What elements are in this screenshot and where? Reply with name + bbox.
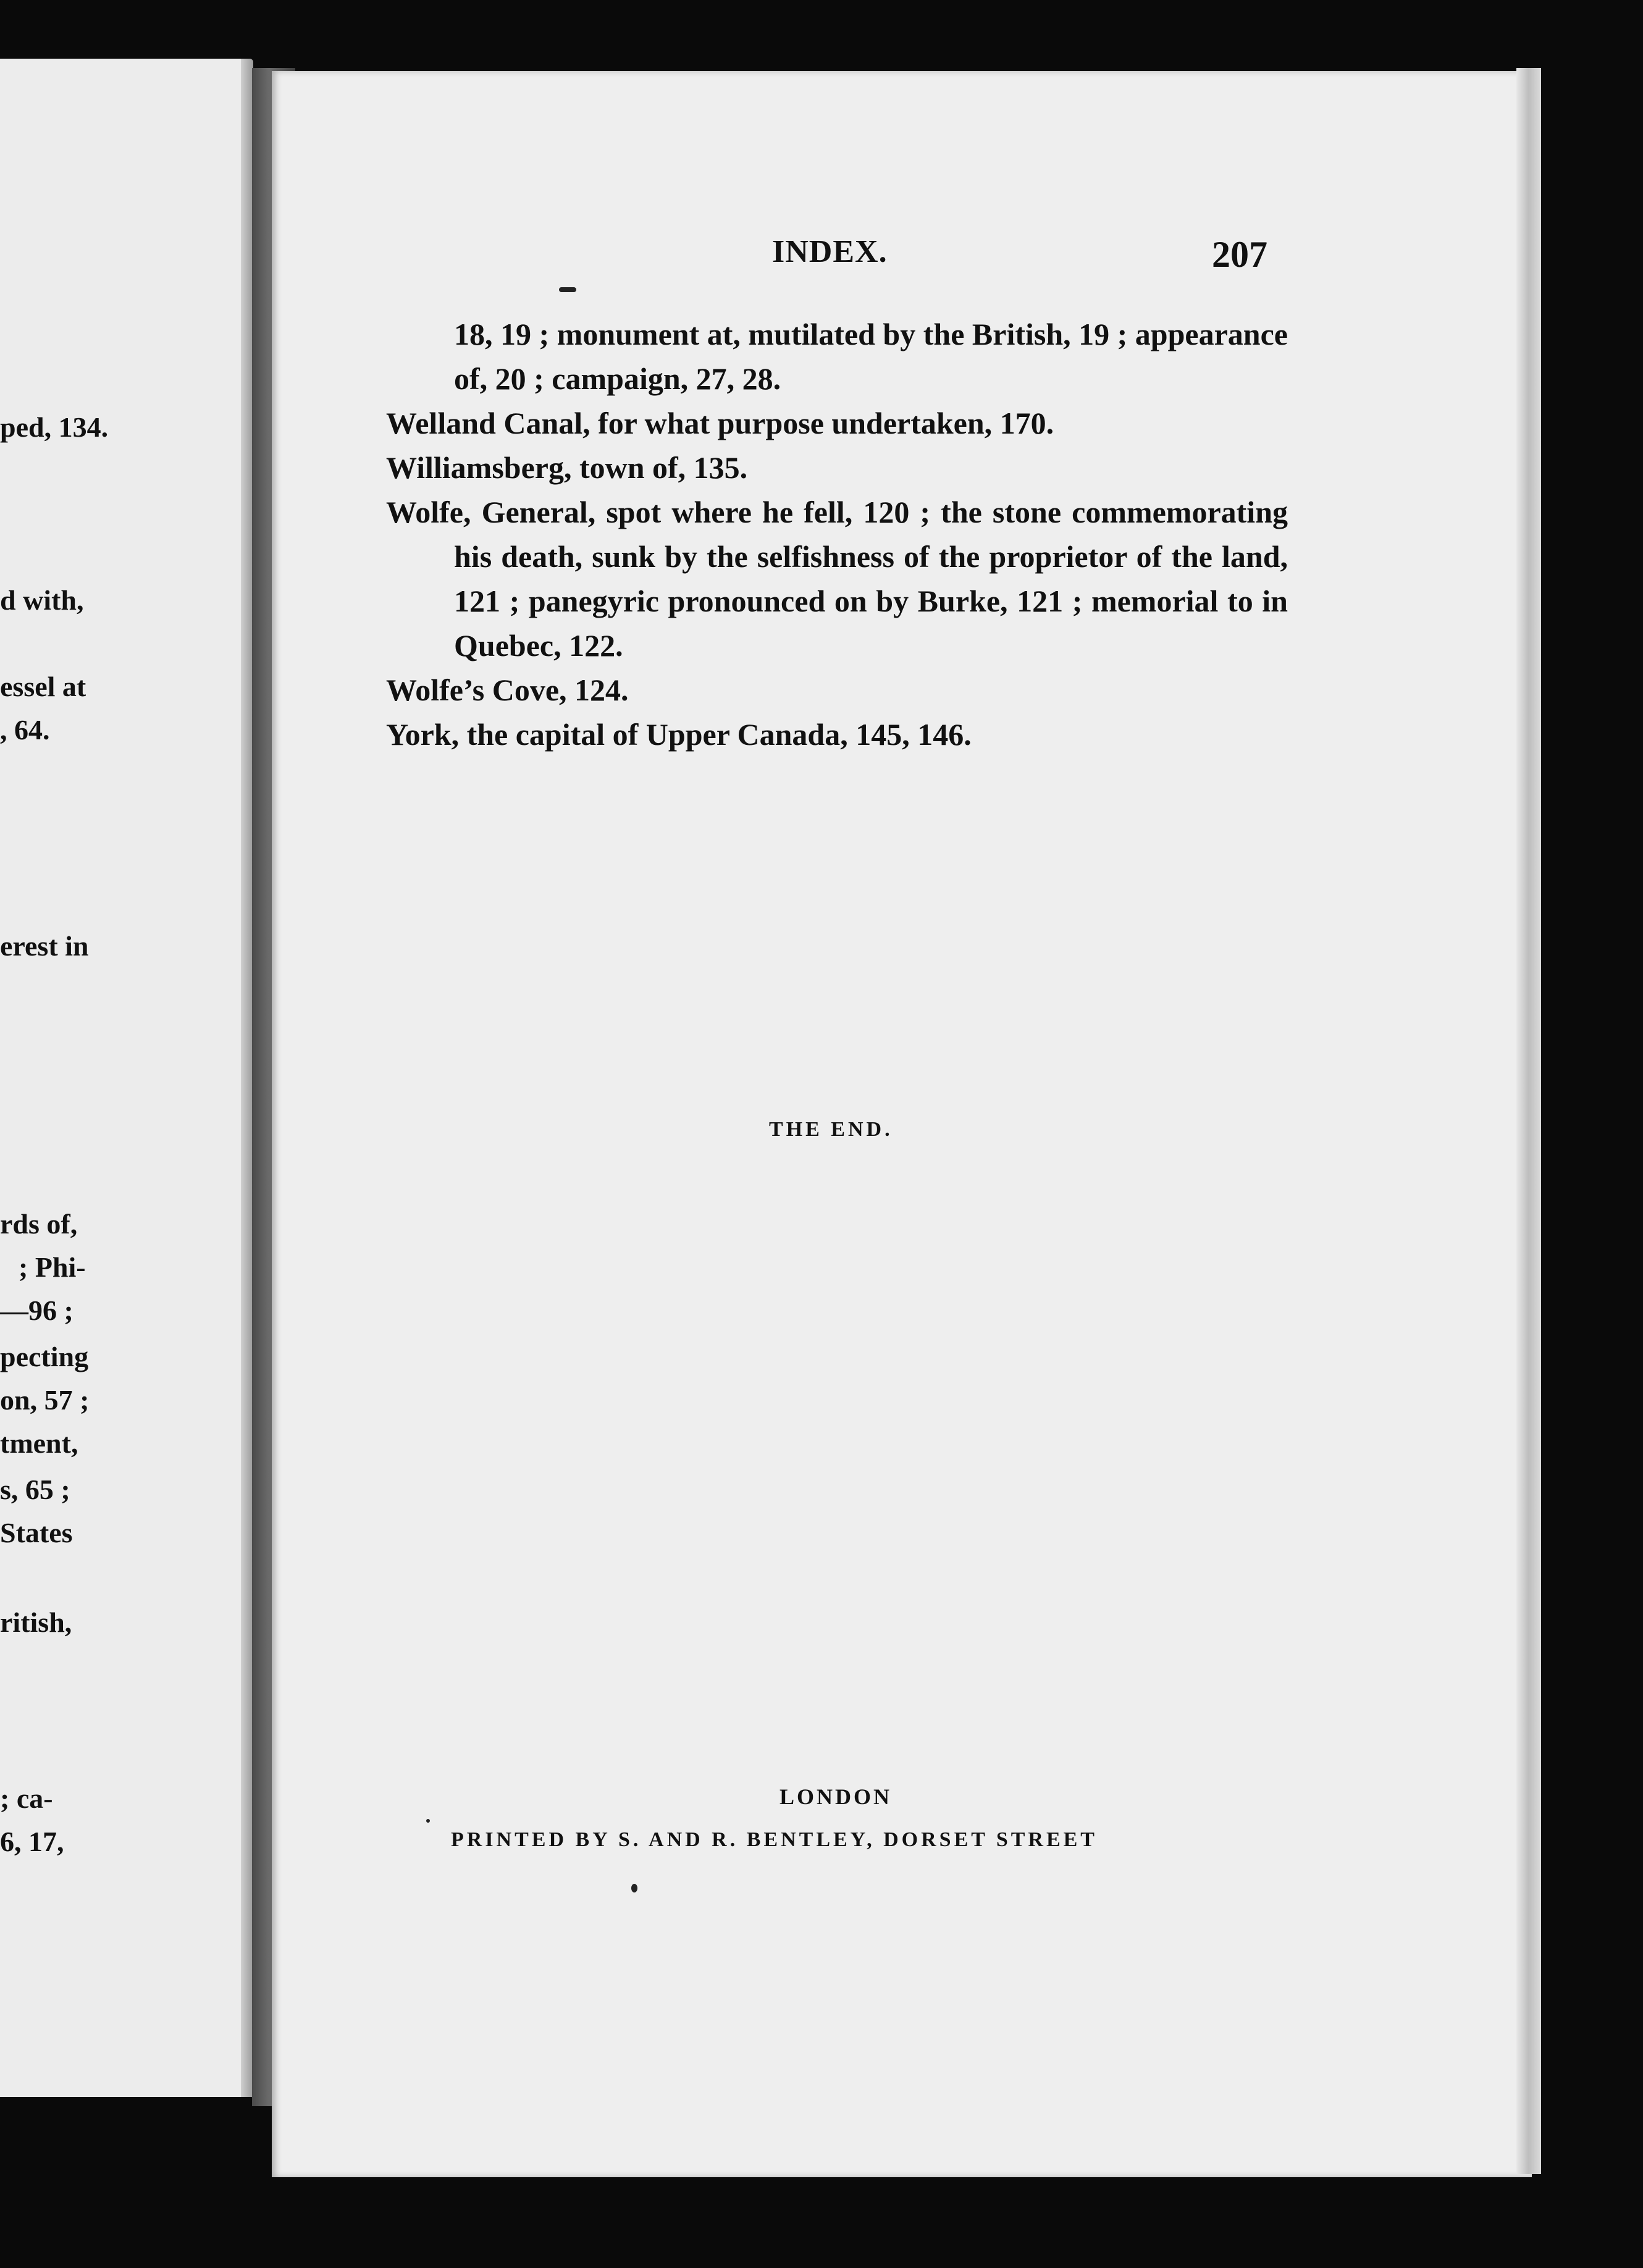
index-entry: Williamsberg, town of, 135. bbox=[386, 450, 748, 485]
left-fragment: ritish, bbox=[0, 1606, 72, 1638]
left-fragment: , 64. bbox=[0, 714, 50, 746]
left-fragment: ped, 134. bbox=[0, 411, 109, 443]
left-fragment: ; ca- bbox=[0, 1783, 53, 1814]
ink-speck bbox=[426, 1819, 430, 1823]
index-entry: Wolfe, General, spot where he fell, 120 ; the stone commemorating his death, sunk by the selfishness of the proprietor of the land, 121 ; panegyric pronounced on by Burke, 121 ; memorial to in Quebec, 122. bbox=[386, 495, 1288, 663]
left-fragment: —96 ; bbox=[0, 1295, 74, 1326]
left-fragment: 6, 17, bbox=[0, 1826, 64, 1857]
left-fragment: ; Phi- bbox=[19, 1251, 86, 1283]
left-page bbox=[0, 59, 253, 2097]
running-header-title: INDEX. bbox=[772, 234, 888, 269]
left-page-gutter-shadow bbox=[241, 59, 253, 2097]
index-entry: York, the capital of Upper Canada, 145, 146. bbox=[386, 717, 972, 752]
index-entry: Wolfe’s Cove, 124. bbox=[386, 673, 629, 707]
ink-mark bbox=[559, 287, 576, 292]
left-fragment: d with, bbox=[0, 584, 84, 616]
left-fragment: tment, bbox=[0, 1427, 78, 1459]
left-fragment: rds of, bbox=[0, 1208, 78, 1240]
ink-speck bbox=[631, 1884, 637, 1892]
left-fragment: pecting bbox=[0, 1341, 89, 1372]
index-entry: 18, 19 ; monument at, mutilated by the British, 19 ; appearance of, 20 ; campaign, 27, 28. bbox=[454, 317, 1288, 396]
imprint-printer: PRINTED BY S. AND R. BENTLEY, DORSET STREET bbox=[451, 1828, 1098, 1851]
left-fragment: essel at bbox=[0, 671, 86, 702]
the-end-label: THE END. bbox=[769, 1118, 893, 1141]
index-entry: Welland Canal, for what purpose undertaken, 170. bbox=[386, 406, 1054, 440]
left-fragment: States bbox=[0, 1517, 73, 1548]
right-page-edge bbox=[1516, 68, 1541, 2174]
page-number: 207 bbox=[1212, 234, 1267, 275]
left-fragment: on, 57 ; bbox=[0, 1384, 90, 1416]
left-fragment: s, 65 ; bbox=[0, 1474, 70, 1505]
index-list bbox=[386, 312, 1288, 757]
imprint-city: LONDON bbox=[779, 1784, 893, 1809]
left-fragment: erest in bbox=[0, 930, 89, 962]
